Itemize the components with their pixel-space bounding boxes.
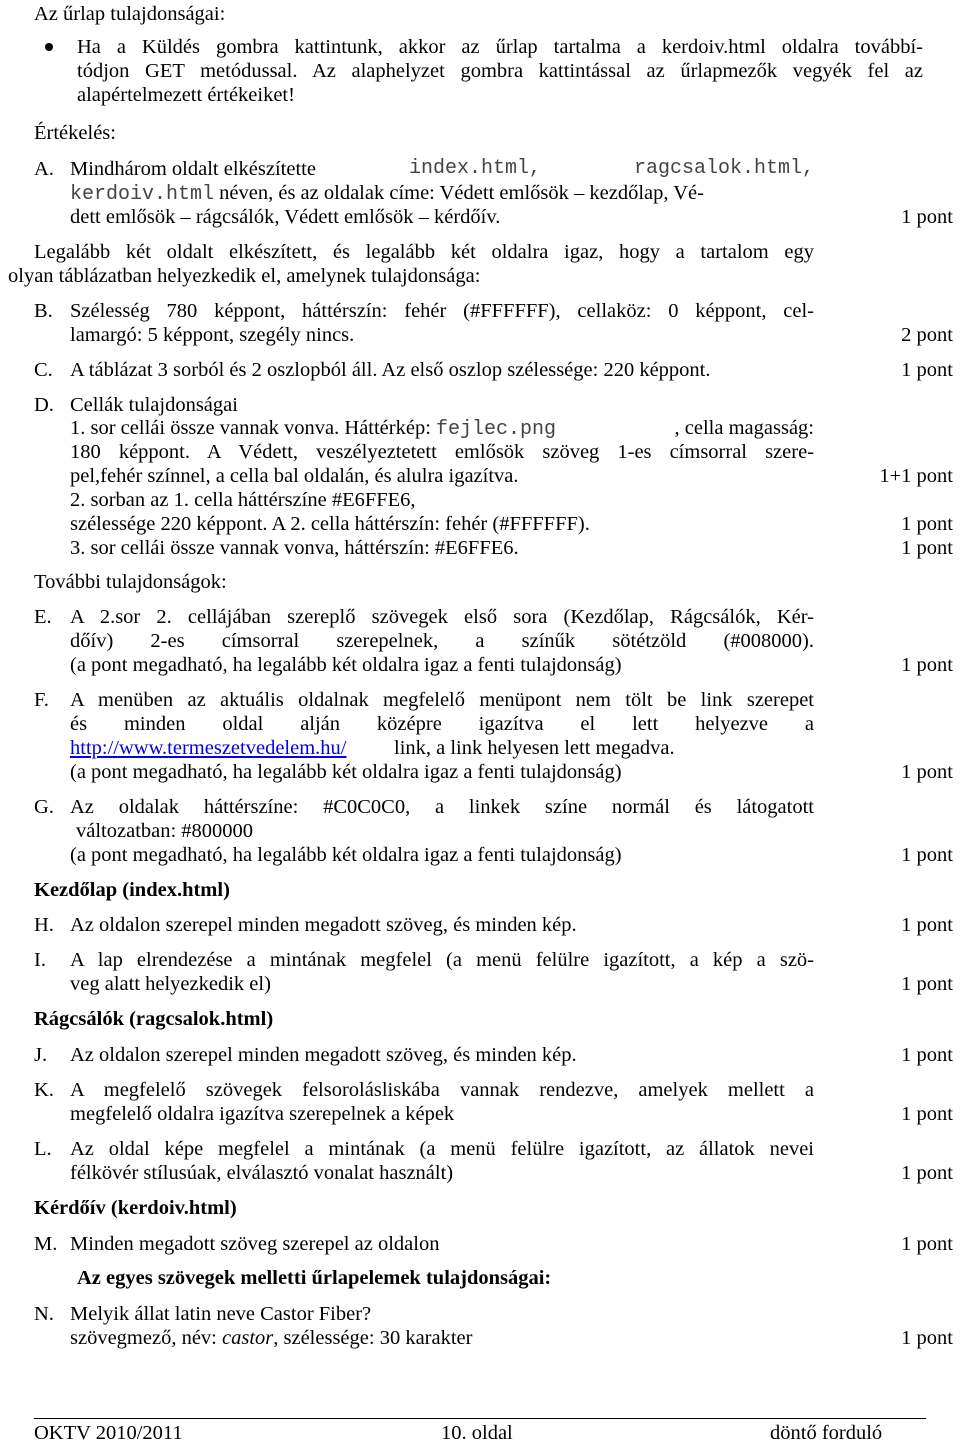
form-elements-subheading: Az egyes szövegek melletti űrlapelemek tulajdonságai: xyxy=(77,1267,552,1289)
form-bullet-line-2: tódjon GET metódussal. Az alaphelyzet gombra kattintással az űrlapmezők vegyék fel az xyxy=(77,60,923,82)
item-d-line-6: szélessége 220 képpont. A 2. cella háttérszín: fehér (#FFFFFF). xyxy=(70,513,590,535)
item-a-file-ragcsalok: ragcsalok.html, xyxy=(633,157,814,180)
item-f-label: F. xyxy=(34,689,49,711)
item-f-line-3 xyxy=(70,736,814,760)
item-i-points: 1 pont xyxy=(901,973,953,995)
item-a-line-2-text: néven, és az oldalak címe: Védett emlősök – kezdőlap, Vé- xyxy=(214,182,704,204)
form-bullet-line-1: Ha a Küldés gombra kattintunk, akkor az űrlap tartalma a kerdoiv.html oldalra továbbí- xyxy=(77,36,923,58)
item-b-label: B. xyxy=(34,300,53,322)
item-b-line-2: lamargó: 5 képpont, szegély nincs. xyxy=(70,324,355,346)
footer-left: OKTV 2010/2011 xyxy=(34,1422,183,1444)
item-k-line-1: A megfelelő szövegek felsorolásliskába vannak rendezve, amelyek mellett a xyxy=(70,1079,814,1101)
item-m-points: 1 pont xyxy=(901,1233,953,1255)
table-intro-line-2: olyan táblázatban helyezkedik el, amelynek tulajdonsága: xyxy=(8,265,481,287)
item-e-line-1: A 2.sor 2. cellájában szereplő szövegek első sora (Kezdőlap, Rágcsálók, Kér- xyxy=(70,606,814,628)
item-i-label: I. xyxy=(34,949,46,971)
item-a-points: 1 pont xyxy=(901,206,953,228)
item-a-text: Mindhárom oldalt elkészítette xyxy=(70,158,316,180)
item-c-line-1: A táblázat 3 sorból és 2 oszlopból áll. Az első oszlop szélessége: 220 képpont. xyxy=(70,359,711,381)
item-d-points-2: 1 pont xyxy=(901,513,953,535)
item-j-points: 1 pont xyxy=(901,1044,953,1066)
section-index-heading: Kezdőlap (index.html) xyxy=(34,879,230,901)
section-kerdoiv-heading: Kérdőív (kerdoiv.html) xyxy=(34,1197,237,1219)
item-f-line-1: A menüben az aktuális oldalnak megfelelő menüpont nem tölt be link szerepet xyxy=(70,689,814,711)
item-n-line-1: Melyik állat latin neve Castor Fiber? xyxy=(70,1303,372,1325)
item-d-line-7: 3. sor cellái össze vannak vonva, háttérszín: #E6FFE6. xyxy=(70,537,519,559)
item-d-line-4: pel,fehér színnel, a cella bal oldalán, és alulra igazítva. xyxy=(70,465,519,487)
evaluation-heading: Értékelés: xyxy=(34,122,116,144)
item-c-points: 1 pont xyxy=(901,359,953,381)
item-g-line-1: Az oldalak háttérszíne: #C0C0C0, a linkek színe normál és látogatott xyxy=(70,796,814,818)
item-a-label: A. xyxy=(34,158,54,180)
item-l-label: L. xyxy=(34,1138,52,1160)
item-m-label: M. xyxy=(34,1233,58,1255)
item-k-points: 1 pont xyxy=(901,1103,953,1125)
item-e-label: E. xyxy=(34,606,52,628)
item-j-label: J. xyxy=(34,1044,48,1066)
item-h-line-1: Az oldalon szerepel minden megadott szöveg, és minden kép. xyxy=(70,914,577,936)
item-a-file-kerdoiv: kerdoiv.html xyxy=(70,183,215,206)
item-g-points: 1 pont xyxy=(901,844,953,866)
item-m-line-1: Minden megadott szöveg szerepel az oldalon xyxy=(70,1233,440,1255)
item-n-field-name: castor xyxy=(222,1327,274,1349)
item-f-line-4: (a pont megadható, ha legalább két oldalra igaz a fenti tulajdonság) xyxy=(70,761,622,783)
item-d-line-2 xyxy=(70,416,814,442)
item-i-line-2: veg alatt helyezkedik el) xyxy=(70,973,271,995)
table-intro-line-1: Legalább két oldalt elkészített, és legalább két oldalra igaz, hogy a tartalom egy xyxy=(34,241,814,263)
item-a-line-2 xyxy=(70,181,814,207)
item-h-points: 1 pont xyxy=(901,914,953,936)
item-l-points: 1 pont xyxy=(901,1162,953,1184)
termeszetvedelem-link[interactable]: http://www.termeszetvedelem.hu/ xyxy=(70,737,347,759)
item-d-line-1: Cellák tulajdonságai xyxy=(70,394,238,416)
item-n-points: 1 pont xyxy=(901,1327,953,1349)
further-properties-heading: További tulajdonságok: xyxy=(34,571,227,593)
item-a-line-1 xyxy=(70,157,814,181)
form-bullet-line-3: alapértelmezett értékeiket! xyxy=(77,84,295,106)
form-properties-heading: Az űrlap tulajdonságai: xyxy=(34,3,226,25)
item-e-line-3: (a pont megadható, ha legalább két oldalra igaz a fenti tulajdonság) xyxy=(70,654,622,676)
section-ragcsalok-heading: Rágcsálók (ragcsalok.html) xyxy=(34,1008,274,1030)
item-c-label: C. xyxy=(34,359,53,381)
item-d-label: D. xyxy=(34,394,54,416)
footer-page-number: 10. oldal xyxy=(441,1422,513,1444)
item-i-line-1: A lap elrendezése a mintának megfelel (a menü felülre igazított, a kép a szö- xyxy=(70,949,814,971)
bullet-icon xyxy=(45,43,53,51)
item-n-label: N. xyxy=(34,1303,54,1325)
item-b-line-1: Szélesség 780 képpont, háttérszín: fehér (#FFFFFF), cellaköz: 0 képpont, cel- xyxy=(70,300,814,322)
item-d-line-2-end: , cella magasság: xyxy=(674,417,814,439)
item-g-line-2: változatban: #800000 xyxy=(76,820,254,842)
item-h-label: H. xyxy=(34,914,54,936)
item-k-line-2: megfelelő oldalra igazítva szerepelnek a képek xyxy=(70,1103,455,1125)
item-l-line-1: Az oldal képe megfelel a mintának (a menü felülre igazított, az állatok nevei xyxy=(70,1138,814,1160)
item-l-line-2: félkövér stílusúak, elválasztó vonalat használt) xyxy=(70,1162,454,1184)
footer-right: döntő forduló xyxy=(770,1422,883,1444)
item-d-line-2-text: 1. sor cellái össze vannak vonva. Háttérkép: fejlec.png xyxy=(70,417,557,441)
item-a-file-index: index.html, xyxy=(408,157,541,180)
item-d-file-fejlec: fejlec.png xyxy=(436,418,557,441)
item-g-label: G. xyxy=(34,796,54,818)
item-g-line-3: (a pont megadható, ha legalább két oldalra igaz a fenti tulajdonság) xyxy=(70,844,622,866)
item-n-line-2: szövegmező, név: castor, szélessége: 30 karakter xyxy=(70,1327,473,1349)
item-b-points: 2 pont xyxy=(901,324,953,346)
item-d-points-3: 1 pont xyxy=(901,537,953,559)
item-d-line-3: 180 képpont. A Védett, veszélyeztetett emlősök szöveg 1-es címsorral szere- xyxy=(70,441,814,463)
item-k-label: K. xyxy=(34,1079,54,1101)
item-f-points: 1 pont xyxy=(901,761,953,783)
item-e-points: 1 pont xyxy=(901,654,953,676)
item-j-line-1: Az oldalon szerepel minden megadott szöveg, és minden kép. xyxy=(70,1044,577,1066)
item-d-line-5: 2. sorban az 1. cella háttérszíne #E6FFE6, xyxy=(70,489,416,511)
item-f-line-2: és minden oldal alján középre igazítva el lett helyezve a xyxy=(70,713,814,735)
item-e-line-2: dőív) 2-es címsorral szerepelnek, a színűk sötétzöld (#008000). xyxy=(70,630,814,652)
item-a-line-3: dett emlősök – rágcsálók, Védett emlősök – kérdőív. xyxy=(70,206,501,228)
footer-divider xyxy=(34,1418,926,1419)
item-d-points-1: 1+1 pont xyxy=(879,465,953,487)
item-f-line-3-text: link, a link helyesen lett megadva. xyxy=(394,737,675,759)
